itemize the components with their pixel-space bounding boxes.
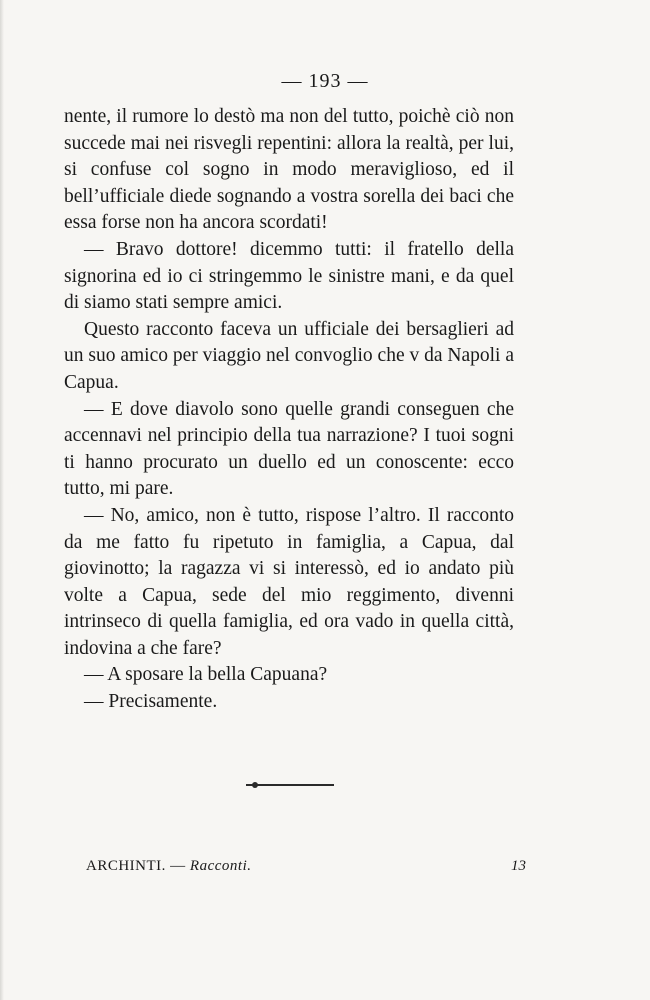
footer-author: ARCHINTI. [86, 858, 166, 874]
paragraph: — A sposare la bella Capuana? [84, 664, 328, 686]
body-text [64, 104, 514, 716]
page-number: — 193 — [281, 70, 369, 92]
footer-dash: — [165, 858, 190, 874]
footer-signature-mark: 13 [511, 858, 526, 874]
footer-book-title: Racconti. [189, 858, 252, 874]
paragraph: — Precisamente. [84, 691, 218, 713]
page-footer [86, 858, 526, 880]
page-binding-edge [0, 0, 4, 1000]
separator-dot [252, 782, 258, 788]
section-separator-line [246, 784, 334, 786]
paragraph: — Bravo dottore! dicemmo tutti: il fratello della signorina ed io ci stringemmo le sinistre mani, e da quel di siamo stati sempre amici. [64, 238, 514, 314]
footer-running-title [86, 858, 252, 875]
paragraph: Questo racconto faceva un ufficiale dei bersaglieri ad un suo amico per viaggio nel convoglio che v da Napoli a Capua. [64, 318, 515, 393]
paragraph: — No, amico, non è tutto, rispose l’altro. Il racconto da me fatto fu ripetuto in famiglia, a Capua, dal giovinotto; la ragazza vi si interessò, ed io andato più volte a Capua, sede del mio reggimento, divenni intrinseco di quella famiglia, ed ora vado in quella città, indovina a che fare? [64, 504, 514, 659]
paragraph: — E dove diavolo sono quelle grandi conseguen che accennavi nel principio della tua narrazione? I tuoi sogni ti hanno procurato un duello ed un conoscente: ecco tutto, mi pare. [64, 398, 514, 500]
paragraph: nente, il rumore lo destò ma non del tutto, poichè ciò non succede mai nei risvegli repentini: allora la realtà, per lui, si confuse col sogno in modo meraviglioso, ed il bell’ufficiale diede sognando a vostra sorella dei baci che essa forse non ha ancora scordati! [64, 106, 514, 234]
